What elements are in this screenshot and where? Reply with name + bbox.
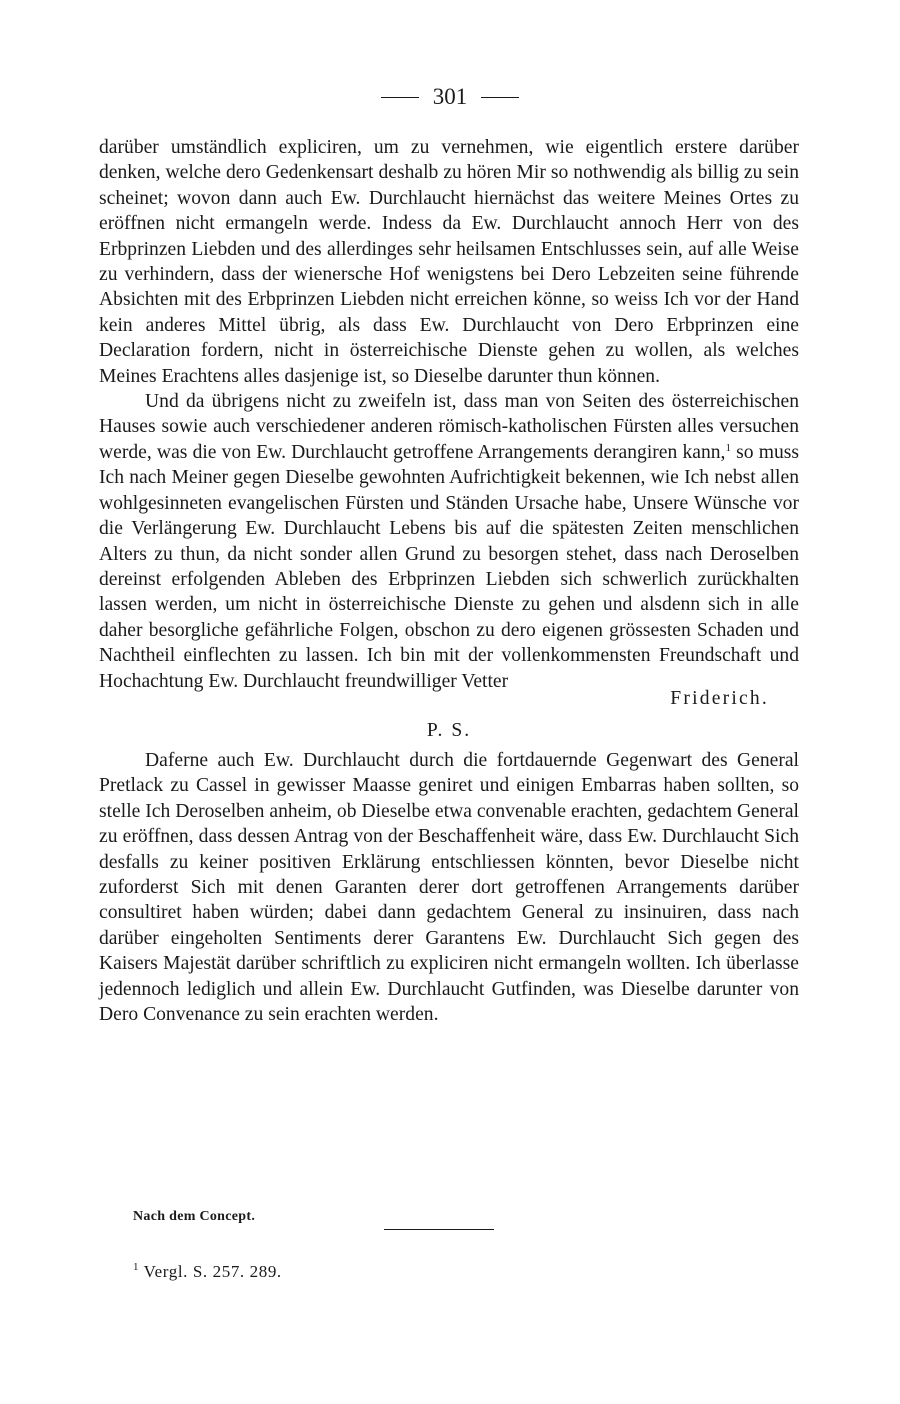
paragraph-1: darüber umständlich expliciren, um zu vernehmen, wie eigentlich erstere darüber denken, welche dero Gedenkensart deshalb zu hören Mir so nothwendig als billig zu sein scheinet; wovon dann auch Ew. Durchlaucht hiernächst das weitere Meines Ortes zu eröffnen nicht ermangeln werde. Indess da Ew. Durchlaucht annoch Herr von des Erbprinzen Liebden und des allerdinges sehr heilsamen Entschlusses sein, auf alle Weise zu verhindern, dass der wienersche Hof wenigstens bei Dero Lebzeiten seine führende Absichten mit des Erbprinzen Liebden nicht erreichen könne, so weiss Ich vor der Hand kein anderes Mittel übrig, als dass Ew. Durchlaucht von Dero Erbprinzen eine Declaration fordern, nicht in österreichische Dienste gehen zu wollen, als welches Meines Erachtens alles dasjenige ist, so Dieselbe darunter thun können.	[99, 137, 799, 387]
paragraph-2-part-2: so muss Ich nach Meiner gegen Dieselbe gewohnten Aufrichtigkeit bekennen, wie Ich nebst allen wohlgesinneten evangelischen Fürsten und Ständen Ursache habe, Unsere Wünsche vor die Verlängerung Ew. Durchlaucht Lebens bis auf die spätesten Zeiten menschlichen Alters zu thun, da nicht sonder allen Grund zu besorgen stehet, dass nach Deroselben dereinst erfolgenden Ableben des Erbprinzen Liebden sich schwerlich zurückhalten lassen werden, um nicht in österreichische Dienste zu gehen und alsdenn sich in alle daher besorgliche gefährliche Folgen, obschon zu dero eigenen grössesten Schaden und Nachtheil einflechten zu lassen. Ich bin mit der vollenkommensten Freundschaft und Hochachtung Ew. Durchlaucht freundwilliger Vetter	[99, 441, 799, 692]
source-note: Nach dem Concept.	[133, 1209, 256, 1224]
page-header	[0, 84, 900, 110]
page-number: 301	[432, 84, 468, 109]
postscript-paragraph: Daferne auch Ew. Durchlaucht durch die fortdauernde Gegenwart des General Pretlack zu Cassel in gewisser Maasse geniret und einigen Embarras haben sollten, so stelle Ich Deroselben anheim, ob Dieselbe etwa convenable erachten, gedachtem General zu eröffnen, dass dessen Antrag von der Beschaffenheit wäre, dass Ew. Durchlaucht Sich desfalls zu keiner positiven Erklärung entschliessen könnten, bevor Dieselbe nicht zuforderst Sich mit denen Garanten derer dort getroffenen Arrangements darüber consultiret haben würden; dabei dann gedachtem General zu insinuiren, dass nach darüber eingeholten Sentiments derer Garantens Ew. Durchlaucht Sich gegen des Kaisers Majestät darüber schriftlich zu expliciren nicht ermangeln wollten. Ich überlasse jedennoch lediglich und allein Ew. Durchlaucht Gutfinden, was Dieselbe darunter von Dero Convenance zu sein erachten werden.	[99, 749, 799, 1025]
footnote	[133, 1262, 282, 1282]
footnote-divider	[384, 1229, 494, 1230]
paragraph-2-part-1: Und da übrigens nicht zu zweifeln ist, dass man von Seiten des österreichischen Hauses sowie auch verschiedener anderen römisch-katholischen Fürsten alles versuchen werde, was die von Ew. Durchlaucht getroffene Arrangements derangiren kann,	[99, 391, 799, 463]
signature: Friderich.	[670, 687, 769, 709]
main-text	[99, 135, 799, 1027]
footnote-reference: 1	[725, 441, 731, 454]
header-rule-right	[481, 97, 519, 98]
postscript-heading: P. S.	[426, 719, 472, 741]
footnote-text: Vergl. S. 257. 289.	[139, 1262, 282, 1281]
header-rule-left	[381, 97, 419, 98]
footnote-marker: 1	[133, 1261, 140, 1273]
paragraph-2	[99, 389, 799, 694]
